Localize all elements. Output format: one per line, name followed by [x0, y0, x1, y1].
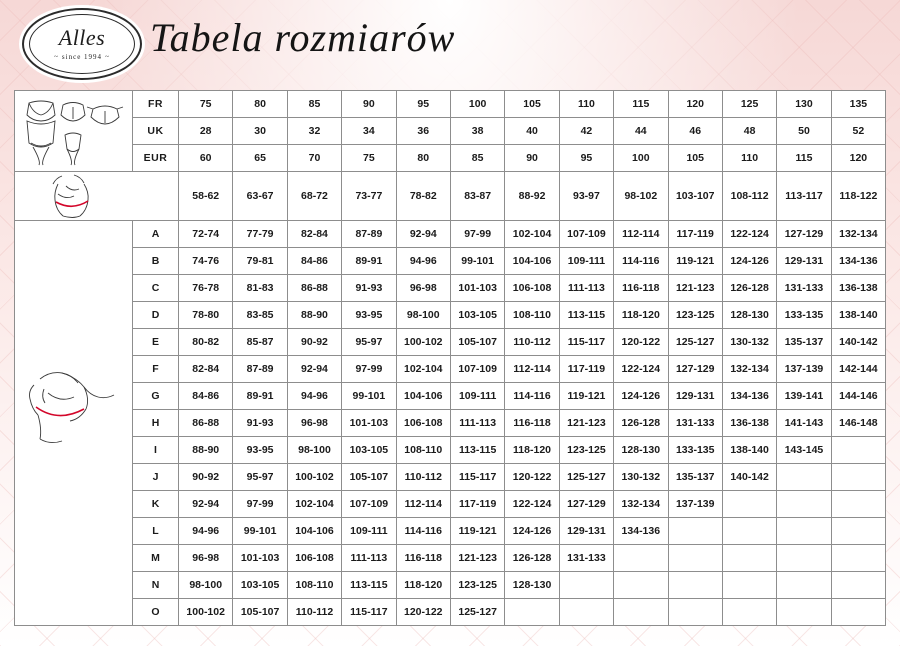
cup-value: 134-136 [722, 383, 776, 410]
cup-value: 137-139 [668, 491, 722, 518]
cup-value: 124-126 [614, 383, 668, 410]
cup-value: 89-91 [342, 248, 396, 275]
cup-value: 115-117 [342, 599, 396, 626]
cup-label: E [133, 329, 179, 356]
fr-size: 115 [614, 91, 668, 118]
cup-value: 94-96 [396, 248, 450, 275]
cup-value: 129-131 [777, 248, 831, 275]
cup-value: 122-124 [505, 491, 559, 518]
cup-value: 103-105 [233, 572, 287, 599]
table-row-cup [15, 491, 886, 518]
cup-value-empty [668, 545, 722, 572]
cup-value: 108-110 [287, 572, 341, 599]
table-row-eur [15, 145, 886, 172]
eur-size: 100 [614, 145, 668, 172]
cup-value: 106-108 [287, 545, 341, 572]
cup-value-empty [831, 464, 885, 491]
table-row-fr [15, 91, 886, 118]
cup-value: 109-111 [342, 518, 396, 545]
cup-value: 128-130 [722, 302, 776, 329]
cup-label: J [133, 464, 179, 491]
cup-value: 140-142 [831, 329, 885, 356]
cup-value: 91-93 [233, 410, 287, 437]
cup-value: 127-129 [559, 491, 613, 518]
cup-value: 105-107 [342, 464, 396, 491]
page-header [0, 0, 900, 88]
brand-logo [22, 8, 142, 80]
cup-value: 110-112 [396, 464, 450, 491]
cup-value-empty [722, 545, 776, 572]
cup-value: 77-79 [233, 221, 287, 248]
cup-value: 102-104 [505, 221, 559, 248]
underbust-range: 93-97 [559, 172, 613, 221]
fr-size: 100 [450, 91, 504, 118]
cup-value: 126-128 [614, 410, 668, 437]
cup-value: 123-125 [559, 437, 613, 464]
cup-value: 117-119 [559, 356, 613, 383]
cup-value-empty [722, 491, 776, 518]
cup-value: 107-109 [342, 491, 396, 518]
uk-size: 42 [559, 118, 613, 145]
cup-label: N [133, 572, 179, 599]
cup-value: 93-95 [342, 302, 396, 329]
cup-value: 143-145 [777, 437, 831, 464]
cup-value: 95-97 [342, 329, 396, 356]
size-table-wrapper [14, 90, 886, 626]
fr-size: 95 [396, 91, 450, 118]
fr-size: 125 [722, 91, 776, 118]
cup-value: 87-89 [233, 356, 287, 383]
cup-value: 119-121 [668, 248, 722, 275]
cup-value: 109-111 [559, 248, 613, 275]
fr-size: 110 [559, 91, 613, 118]
uk-size: 32 [287, 118, 341, 145]
brand-since: ~ since 1994 ~ [51, 53, 113, 61]
cup-value-empty [777, 545, 831, 572]
cup-value: 72-74 [179, 221, 233, 248]
cup-value: 126-128 [505, 545, 559, 572]
cup-value: 135-137 [668, 464, 722, 491]
cup-value: 111-113 [342, 545, 396, 572]
uk-size: 44 [614, 118, 668, 145]
cup-value: 88-90 [179, 437, 233, 464]
cup-value: 83-85 [233, 302, 287, 329]
cup-value: 142-144 [831, 356, 885, 383]
cup-value: 133-135 [777, 302, 831, 329]
uk-size: 46 [668, 118, 722, 145]
cup-value-empty [614, 599, 668, 626]
cup-label: K [133, 491, 179, 518]
cup-value: 105-107 [233, 599, 287, 626]
system-label-fr: FR [133, 91, 179, 118]
cup-value: 99-101 [342, 383, 396, 410]
eur-size: 90 [505, 145, 559, 172]
cup-value: 107-109 [559, 221, 613, 248]
cup-value: 125-127 [559, 464, 613, 491]
cup-value: 131-133 [777, 275, 831, 302]
cup-value: 89-91 [233, 383, 287, 410]
cup-value: 130-132 [614, 464, 668, 491]
cup-value: 98-100 [287, 437, 341, 464]
cup-value: 110-112 [505, 329, 559, 356]
table-row-cup [15, 248, 886, 275]
cup-value: 106-108 [505, 275, 559, 302]
cup-value: 92-94 [287, 356, 341, 383]
system-label-uk: UK [133, 118, 179, 145]
cup-value: 126-128 [722, 275, 776, 302]
cup-value: 82-84 [179, 356, 233, 383]
underbust-range: 68-72 [287, 172, 341, 221]
cup-value: 92-94 [396, 221, 450, 248]
cup-label: I [133, 437, 179, 464]
fr-size: 135 [831, 91, 885, 118]
cup-value: 108-110 [396, 437, 450, 464]
table-row-cup [15, 518, 886, 545]
cup-value: 124-126 [505, 518, 559, 545]
underbust-range: 63-67 [233, 172, 287, 221]
cup-value-empty [505, 599, 559, 626]
uk-size: 50 [777, 118, 831, 145]
cup-value: 120-122 [396, 599, 450, 626]
underbust-range: 98-102 [614, 172, 668, 221]
cup-value: 117-119 [668, 221, 722, 248]
cup-value-empty [777, 464, 831, 491]
cup-value-empty [777, 518, 831, 545]
underbust-range: 58-62 [179, 172, 233, 221]
cup-value: 105-107 [450, 329, 504, 356]
cup-value-empty [559, 599, 613, 626]
cup-value-empty [777, 491, 831, 518]
cup-value: 99-101 [233, 518, 287, 545]
cup-value: 111-113 [559, 275, 613, 302]
cup-value: 100-102 [179, 599, 233, 626]
cup-value: 79-81 [233, 248, 287, 275]
cup-value: 112-114 [396, 491, 450, 518]
cup-value: 129-131 [668, 383, 722, 410]
underbust-range: 88-92 [505, 172, 559, 221]
cup-label: H [133, 410, 179, 437]
cup-value: 94-96 [179, 518, 233, 545]
cup-value: 87-89 [342, 221, 396, 248]
table-row-cup [15, 545, 886, 572]
table-row-cup [15, 437, 886, 464]
uk-size: 38 [450, 118, 504, 145]
uk-size: 48 [722, 118, 776, 145]
cup-value: 91-93 [342, 275, 396, 302]
uk-size: 36 [396, 118, 450, 145]
uk-size: 30 [233, 118, 287, 145]
cup-value: 141-143 [777, 410, 831, 437]
eur-size: 105 [668, 145, 722, 172]
cup-value: 138-140 [722, 437, 776, 464]
cup-value: 85-87 [233, 329, 287, 356]
cup-value: 82-84 [287, 221, 341, 248]
cup-value: 102-104 [287, 491, 341, 518]
cup-value-empty [722, 572, 776, 599]
cup-value: 92-94 [179, 491, 233, 518]
underbust-measure-illustration-cell [15, 172, 179, 221]
cup-value: 94-96 [287, 383, 341, 410]
cup-value: 133-135 [668, 437, 722, 464]
cup-value: 136-138 [722, 410, 776, 437]
cup-value: 127-129 [668, 356, 722, 383]
cup-value: 107-109 [450, 356, 504, 383]
cup-value: 132-134 [722, 356, 776, 383]
cup-value: 119-121 [559, 383, 613, 410]
uk-size: 28 [179, 118, 233, 145]
cup-value: 122-124 [614, 356, 668, 383]
cup-value-empty [831, 599, 885, 626]
cup-value: 95-97 [233, 464, 287, 491]
cup-value: 101-103 [342, 410, 396, 437]
table-row-uk [15, 118, 886, 145]
cup-value: 115-117 [559, 329, 613, 356]
cup-value: 104-106 [396, 383, 450, 410]
cup-value: 146-148 [831, 410, 885, 437]
cup-value: 139-141 [777, 383, 831, 410]
cup-value: 113-115 [342, 572, 396, 599]
table-row-cup [15, 302, 886, 329]
cup-value: 128-130 [614, 437, 668, 464]
eur-size: 85 [450, 145, 504, 172]
lingerie-set-illustration-cell [15, 91, 133, 172]
cup-value: 118-120 [614, 302, 668, 329]
table-row-cup [15, 275, 886, 302]
cup-value: 93-95 [233, 437, 287, 464]
eur-size: 75 [342, 145, 396, 172]
cup-label: M [133, 545, 179, 572]
cup-value: 125-127 [668, 329, 722, 356]
cup-value: 101-103 [233, 545, 287, 572]
underbust-range: 83-87 [450, 172, 504, 221]
cup-value: 97-99 [233, 491, 287, 518]
cup-value: 121-123 [559, 410, 613, 437]
cup-value: 114-116 [505, 383, 559, 410]
eur-size: 60 [179, 145, 233, 172]
cup-value: 121-123 [450, 545, 504, 572]
fr-size: 90 [342, 91, 396, 118]
cup-value: 123-125 [450, 572, 504, 599]
underbust-range: 73-77 [342, 172, 396, 221]
cup-label: L [133, 518, 179, 545]
cup-value: 131-133 [668, 410, 722, 437]
cup-value: 90-92 [179, 464, 233, 491]
fr-size: 130 [777, 91, 831, 118]
cup-value: 100-102 [287, 464, 341, 491]
cup-value: 122-124 [722, 221, 776, 248]
cup-label: O [133, 599, 179, 626]
cup-value-empty [722, 518, 776, 545]
uk-size: 52 [831, 118, 885, 145]
cup-value: 114-116 [396, 518, 450, 545]
cup-value: 96-98 [179, 545, 233, 572]
cup-value-empty [668, 599, 722, 626]
table-row-cup [15, 221, 886, 248]
cup-value: 86-88 [287, 275, 341, 302]
underbust-range: 103-107 [668, 172, 722, 221]
cup-value: 116-118 [505, 410, 559, 437]
fr-size: 75 [179, 91, 233, 118]
cup-value: 118-120 [505, 437, 559, 464]
cup-value: 144-146 [831, 383, 885, 410]
cup-label: A [133, 221, 179, 248]
cup-value: 125-127 [450, 599, 504, 626]
cup-value: 97-99 [450, 221, 504, 248]
cup-value-empty [668, 518, 722, 545]
cup-value: 115-117 [450, 464, 504, 491]
cup-value: 101-103 [450, 275, 504, 302]
cup-value: 110-112 [287, 599, 341, 626]
cup-value: 128-130 [505, 572, 559, 599]
cup-value: 116-118 [396, 545, 450, 572]
cup-value: 117-119 [450, 491, 504, 518]
cup-value: 120-122 [505, 464, 559, 491]
cup-value: 76-78 [179, 275, 233, 302]
cup-value: 80-82 [179, 329, 233, 356]
cup-value: 112-114 [505, 356, 559, 383]
cup-value-empty [831, 572, 885, 599]
page-title: Tabela rozmiarów [150, 15, 456, 60]
cup-value: 84-86 [287, 248, 341, 275]
underbust-range: 113-117 [777, 172, 831, 221]
cup-value: 114-116 [614, 248, 668, 275]
cup-value-empty [559, 572, 613, 599]
cup-value-empty [831, 491, 885, 518]
underbust-range: 118-122 [831, 172, 885, 221]
cup-value: 98-100 [179, 572, 233, 599]
table-row-cup [15, 356, 886, 383]
cup-value: 113-115 [559, 302, 613, 329]
cup-value: 111-113 [450, 410, 504, 437]
cup-value: 104-106 [505, 248, 559, 275]
cup-value: 99-101 [450, 248, 504, 275]
cup-value: 74-76 [179, 248, 233, 275]
cup-label: C [133, 275, 179, 302]
table-row-cup [15, 572, 886, 599]
cup-value: 118-120 [396, 572, 450, 599]
eur-size: 115 [777, 145, 831, 172]
table-row-underbust [15, 172, 886, 221]
cup-value: 81-83 [233, 275, 287, 302]
lingerie-set-icon [19, 95, 129, 167]
cup-value: 90-92 [287, 329, 341, 356]
cup-label: G [133, 383, 179, 410]
cup-value-empty [614, 545, 668, 572]
system-label-eur: EUR [133, 145, 179, 172]
uk-size: 34 [342, 118, 396, 145]
cup-value: 130-132 [722, 329, 776, 356]
underbust-range: 108-112 [722, 172, 776, 221]
bust-measure-illustration-cell [15, 221, 133, 626]
cup-value: 129-131 [559, 518, 613, 545]
cup-value: 134-136 [614, 518, 668, 545]
cup-value-empty [614, 572, 668, 599]
cup-value: 140-142 [722, 464, 776, 491]
cup-value: 96-98 [287, 410, 341, 437]
cup-value: 113-115 [450, 437, 504, 464]
cup-value: 138-140 [831, 302, 885, 329]
eur-size: 65 [233, 145, 287, 172]
cup-value: 104-106 [287, 518, 341, 545]
eur-size: 80 [396, 145, 450, 172]
size-chart-table [14, 90, 886, 626]
cup-value: 88-90 [287, 302, 341, 329]
cup-value: 134-136 [831, 248, 885, 275]
eur-size: 95 [559, 145, 613, 172]
table-row-cup [15, 599, 886, 626]
underbust-range: 78-82 [396, 172, 450, 221]
table-row-cup [15, 410, 886, 437]
cup-value-empty [722, 599, 776, 626]
cup-value-empty [831, 545, 885, 572]
cup-value: 135-137 [777, 329, 831, 356]
cup-value: 131-133 [559, 545, 613, 572]
underbust-measure-icon [22, 172, 172, 220]
cup-value: 124-126 [722, 248, 776, 275]
uk-size: 40 [505, 118, 559, 145]
eur-size: 120 [831, 145, 885, 172]
cup-value: 97-99 [342, 356, 396, 383]
fr-size: 120 [668, 91, 722, 118]
brand-name: Alles [58, 25, 106, 50]
cup-value: 103-105 [450, 302, 504, 329]
cup-value: 123-125 [668, 302, 722, 329]
cup-value: 127-129 [777, 221, 831, 248]
eur-size: 70 [287, 145, 341, 172]
cup-label: D [133, 302, 179, 329]
table-row-cup [15, 329, 886, 356]
cup-value: 78-80 [179, 302, 233, 329]
cup-value: 96-98 [396, 275, 450, 302]
table-row-cup [15, 383, 886, 410]
fr-size: 105 [505, 91, 559, 118]
cup-label: F [133, 356, 179, 383]
cup-value-empty [777, 599, 831, 626]
cup-value-empty [668, 572, 722, 599]
cup-value: 119-121 [450, 518, 504, 545]
cup-value: 137-139 [777, 356, 831, 383]
table-row-cup [15, 464, 886, 491]
cup-value: 120-122 [614, 329, 668, 356]
cup-value: 102-104 [396, 356, 450, 383]
cup-label: B [133, 248, 179, 275]
fr-size: 80 [233, 91, 287, 118]
cup-value: 108-110 [505, 302, 559, 329]
cup-value: 84-86 [179, 383, 233, 410]
cup-value: 109-111 [450, 383, 504, 410]
cup-value-empty [831, 518, 885, 545]
cup-value: 121-123 [668, 275, 722, 302]
cup-value: 103-105 [342, 437, 396, 464]
cup-value: 132-134 [614, 491, 668, 518]
fr-size: 85 [287, 91, 341, 118]
cup-value: 136-138 [831, 275, 885, 302]
cup-value: 86-88 [179, 410, 233, 437]
cup-value: 116-118 [614, 275, 668, 302]
cup-value: 132-134 [831, 221, 885, 248]
cup-value: 100-102 [396, 329, 450, 356]
cup-value: 112-114 [614, 221, 668, 248]
cup-value: 106-108 [396, 410, 450, 437]
cup-value-empty [777, 572, 831, 599]
cup-value-empty [831, 437, 885, 464]
cup-value: 98-100 [396, 302, 450, 329]
eur-size: 110 [722, 145, 776, 172]
bust-measure-icon [18, 363, 130, 483]
